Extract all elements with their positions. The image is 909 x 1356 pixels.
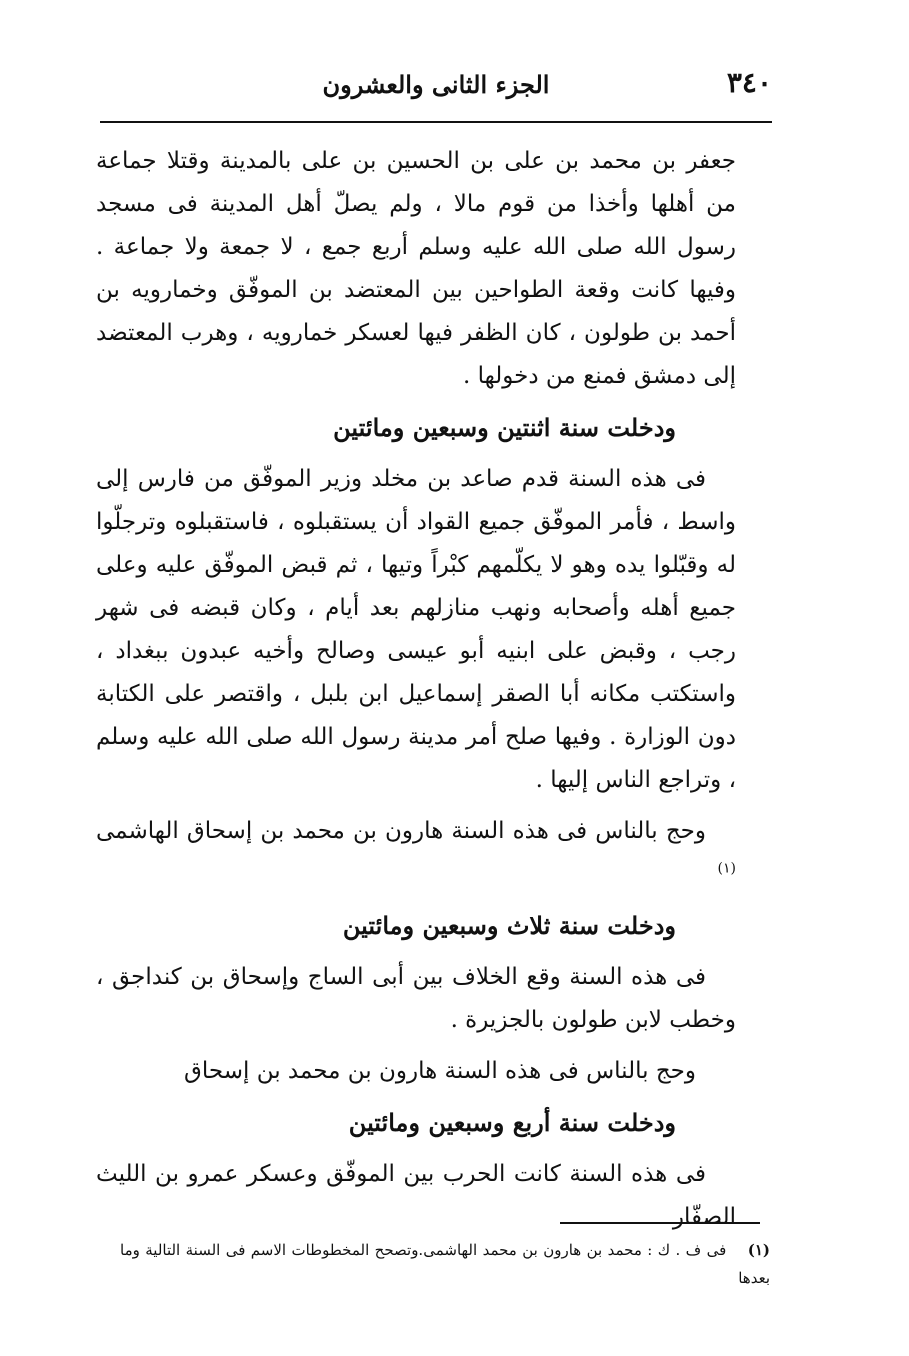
page-number: ٣٤٠ bbox=[726, 66, 772, 99]
paragraph-1: جعفر بن محمد بن على بن الحسين بن على بالمدينة وقتلا جماعة من أهلها وأخذا من قوم مالا ، ولم يصلّ أهل المدينة فى مسجد رسول الله صلى الله عليه وسلم أربع جمع ، لا جمعة ولا جماعة . وفيها كانت وقعة الطواحين بين المعتضد بن الموفّق وخمارويه بن أحمد بن طولون ، كان الظفر فيها لعسكر خمارويه ، وهرب المعتضد إلى دمشق فمنع من دخولها . bbox=[96, 148, 736, 389]
footnote-number: (١) bbox=[747, 1241, 770, 1259]
section-heading-272: ودخلت سنة اثنتين وسبعين ومائتين bbox=[333, 413, 676, 442]
page-body bbox=[96, 140, 736, 1247]
paragraph-2: فى هذه السنة قدم صاعد بن مخلد وزير الموفّق من فارس إلى واسط ، فأمر الموفّق جميع القواد أن يستقبلوه ، فاستقبلوه وترجلّوا له وقبّلوا يده وهو لا يكلّمهم كبْراً وتيها ، ثم قبض الموفّق عليه وعلى جميع أهله وأصحابه ونهب منازلهم بعد أيام ، وكان قبضه فى شهر رجب ، وقبض على ابنيه أبو عيسى وصالح وأخيه عبدون ببغداد ، واستكتب مكانه أبا الصقر إسماعيل ابن بلبل ، واقتصر على الكتابة دون الوزارة . وفيها صلح أمر مدينة رسول الله صلى الله عليه وسلم ، وتراجع الناس إليها . bbox=[96, 466, 736, 793]
section-heading-273: ودخلت سنة ثلاث وسبعين ومائتين bbox=[342, 911, 676, 940]
footnote bbox=[120, 1236, 770, 1292]
header-rule bbox=[100, 121, 772, 123]
running-title: الجزء الثانى والعشرون bbox=[322, 70, 550, 99]
paragraph-6: فى هذه السنة كانت الحرب بين الموفّق وعسكر عمرو بن الليث الصفّار bbox=[96, 1161, 736, 1230]
footnote-reference[interactable]: (١) bbox=[717, 860, 736, 877]
section-heading-274: ودخلت سنة أربع وسبعين ومائتين bbox=[348, 1108, 676, 1137]
paragraph-4: فى هذه السنة وقع الخلاف بين أبى الساج وإسحاق بن كنداجق ، وخطب لابن طولون بالجزيرة . bbox=[96, 964, 736, 1033]
page-header bbox=[100, 62, 772, 106]
footnote-rule bbox=[560, 1222, 760, 1224]
paragraph-3-text: وحج بالناس فى هذه السنة هارون بن محمد بن إسحاق الهاشمى bbox=[96, 818, 706, 844]
paragraph-5: وحج بالناس فى هذه السنة هارون بن محمد بن إسحاق bbox=[184, 1058, 696, 1084]
footnote-text: فى ف . ك : محمد بن هارون بن محمد الهاشمى.وتصحح المخطوطات الاسم فى السنة التالية وما بعدها bbox=[120, 1241, 770, 1287]
paragraph-3 bbox=[96, 810, 736, 896]
